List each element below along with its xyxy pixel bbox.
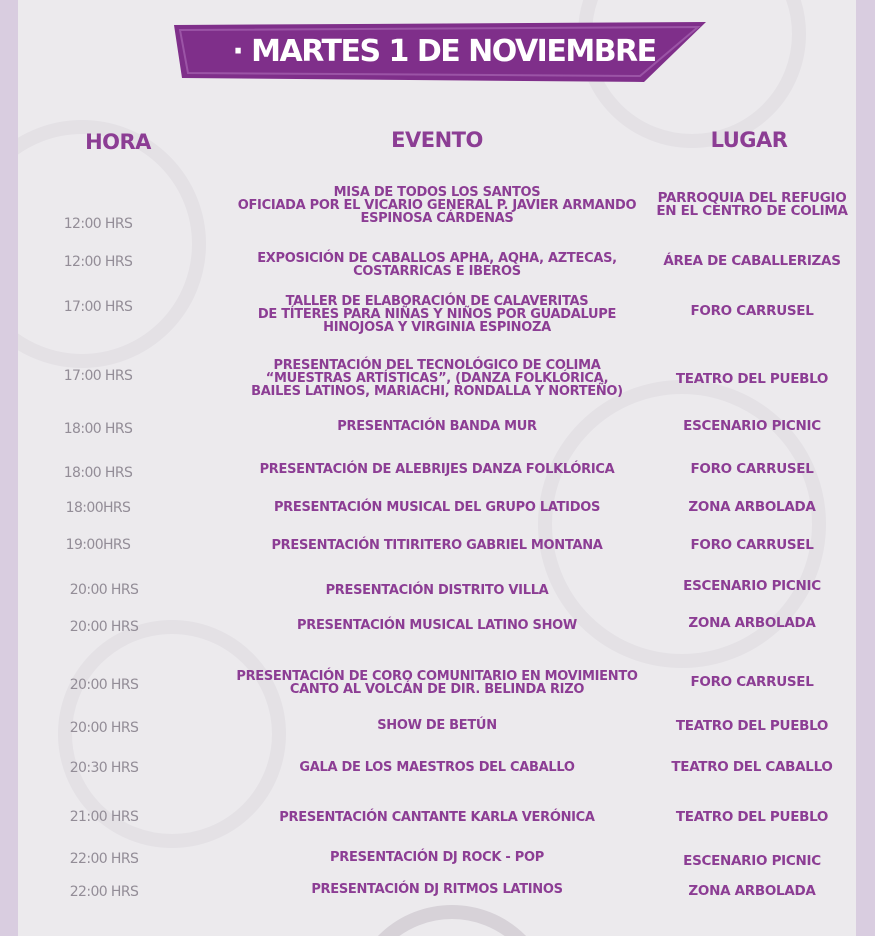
row-event: PRESENTACIÓN DJ RITMOS LATINOS — [311, 882, 563, 897]
decorative-emblem — [348, 905, 556, 936]
row-place: PARROQUIA DEL REFUGIO EN EL CENTRO DE COLIMA — [656, 190, 848, 219]
row-event: GALA DE LOS MAESTROS DEL CABALLO — [299, 760, 575, 775]
row-time: 22:00 HRS — [69, 884, 139, 900]
row-place: TEATRO DEL PUEBLO — [675, 371, 829, 387]
row-event: PRESENTACIÓN DE ALEBRIJES DANZA FOLKLÓRICA — [259, 462, 615, 477]
row-place: ESCENARIO PICNIC — [683, 578, 821, 594]
row-place: ESCENARIO PICNIC — [683, 418, 821, 434]
row-time: 19:00HRS — [65, 537, 131, 553]
row-event: PRESENTACIÓN TITIRITERO GABRIEL MONTANA — [271, 538, 603, 553]
date-banner — [174, 22, 706, 82]
row-time: 20:00 HRS — [69, 677, 139, 693]
row-place: ÁREA DE CABALLERIZAS — [663, 253, 841, 269]
row-place: FORO CARRUSEL — [690, 674, 814, 690]
row-time: 22:00 HRS — [69, 851, 139, 867]
row-time: 20:00 HRS — [69, 619, 139, 635]
row-place: FORO CARRUSEL — [690, 537, 814, 553]
row-place: FORO CARRUSEL — [690, 303, 814, 319]
row-place: ZONA ARBOLADA — [688, 499, 816, 515]
row-event: SHOW DE BETÚN — [377, 718, 497, 733]
row-place: ZONA ARBOLADA — [688, 883, 816, 899]
row-time: 17:00 HRS — [63, 368, 133, 384]
row-time: 12:00 HRS — [63, 254, 133, 270]
row-place: ESCENARIO PICNIC — [683, 853, 821, 869]
row-event: PRESENTACIÓN MUSICAL DEL GRUPO LATIDOS — [273, 500, 601, 515]
row-event: PRESENTACIÓN DEL TECNOLÓGICO DE COLIMA “MUESTRAS ARTÍSTICAS”, (DANZA FOLKLÓRICA, BAILES LATINOS, MARIACHI, RONDALLA Y NORTEÑO) — [251, 358, 623, 399]
column-header-hora: HORA — [85, 130, 151, 154]
row-time: 18:00HRS — [65, 500, 131, 516]
row-place: TEATRO DEL CABALLO — [671, 759, 833, 775]
row-time: 18:00 HRS — [63, 421, 133, 437]
row-event: PRESENTACIÓN DE CORO COMUNITARIO EN MOVIMIENTO CANTO AL VOLCÁN DE DIR. BELINDA RIZO — [236, 669, 638, 697]
page-title: · MARTES 1 DE NOVIEMBRE — [232, 34, 656, 69]
row-time: 20:00 HRS — [69, 582, 139, 598]
row-time: 20:30 HRS — [69, 760, 139, 776]
row-time: 17:00 HRS — [63, 299, 133, 315]
row-event: PRESENTACIÓN CANTANTE KARLA VERÓNICA — [279, 810, 595, 825]
row-place: TEATRO DEL PUEBLO — [675, 718, 829, 734]
row-event: PRESENTACIÓN DJ ROCK - POP — [330, 850, 544, 865]
row-time: 18:00 HRS — [63, 465, 133, 481]
row-event: EXPOSICIÓN DE CABALLOS APHA, AQHA, AZTECAS, COSTARRICAS E IBEROS — [257, 251, 617, 279]
row-event: TALLER DE ELABORACIÓN DE CALAVERITAS DE TÍTERES PARA NIÑAS Y NIÑOS POR GUADALUPE HINOJOSA Y VIRGINIA ESPINOZA — [257, 294, 617, 335]
row-time: 12:00 HRS — [63, 216, 133, 232]
row-time: 21:00 HRS — [69, 809, 139, 825]
row-time: 20:00 HRS — [69, 720, 139, 736]
row-place: ZONA ARBOLADA — [688, 615, 816, 631]
column-header-lugar: LUGAR — [710, 128, 788, 152]
row-event: PRESENTACIÓN MUSICAL LATINO SHOW — [297, 618, 577, 633]
decorative-flower — [18, 120, 206, 368]
row-place: FORO CARRUSEL — [690, 461, 814, 477]
column-header-evento: EVENTO — [391, 128, 483, 152]
row-event: MISA DE TODOS LOS SANTOS OFICIADA POR EL VICARIO GENERAL P. JAVIER ARMANDO ESPINOSA CÁRDENAS — [237, 185, 637, 226]
row-place: TEATRO DEL PUEBLO — [675, 809, 829, 825]
row-event: PRESENTACIÓN BANDA MUR — [337, 419, 537, 434]
row-event: PRESENTACIÓN DISTRITO VILLA — [325, 583, 549, 598]
